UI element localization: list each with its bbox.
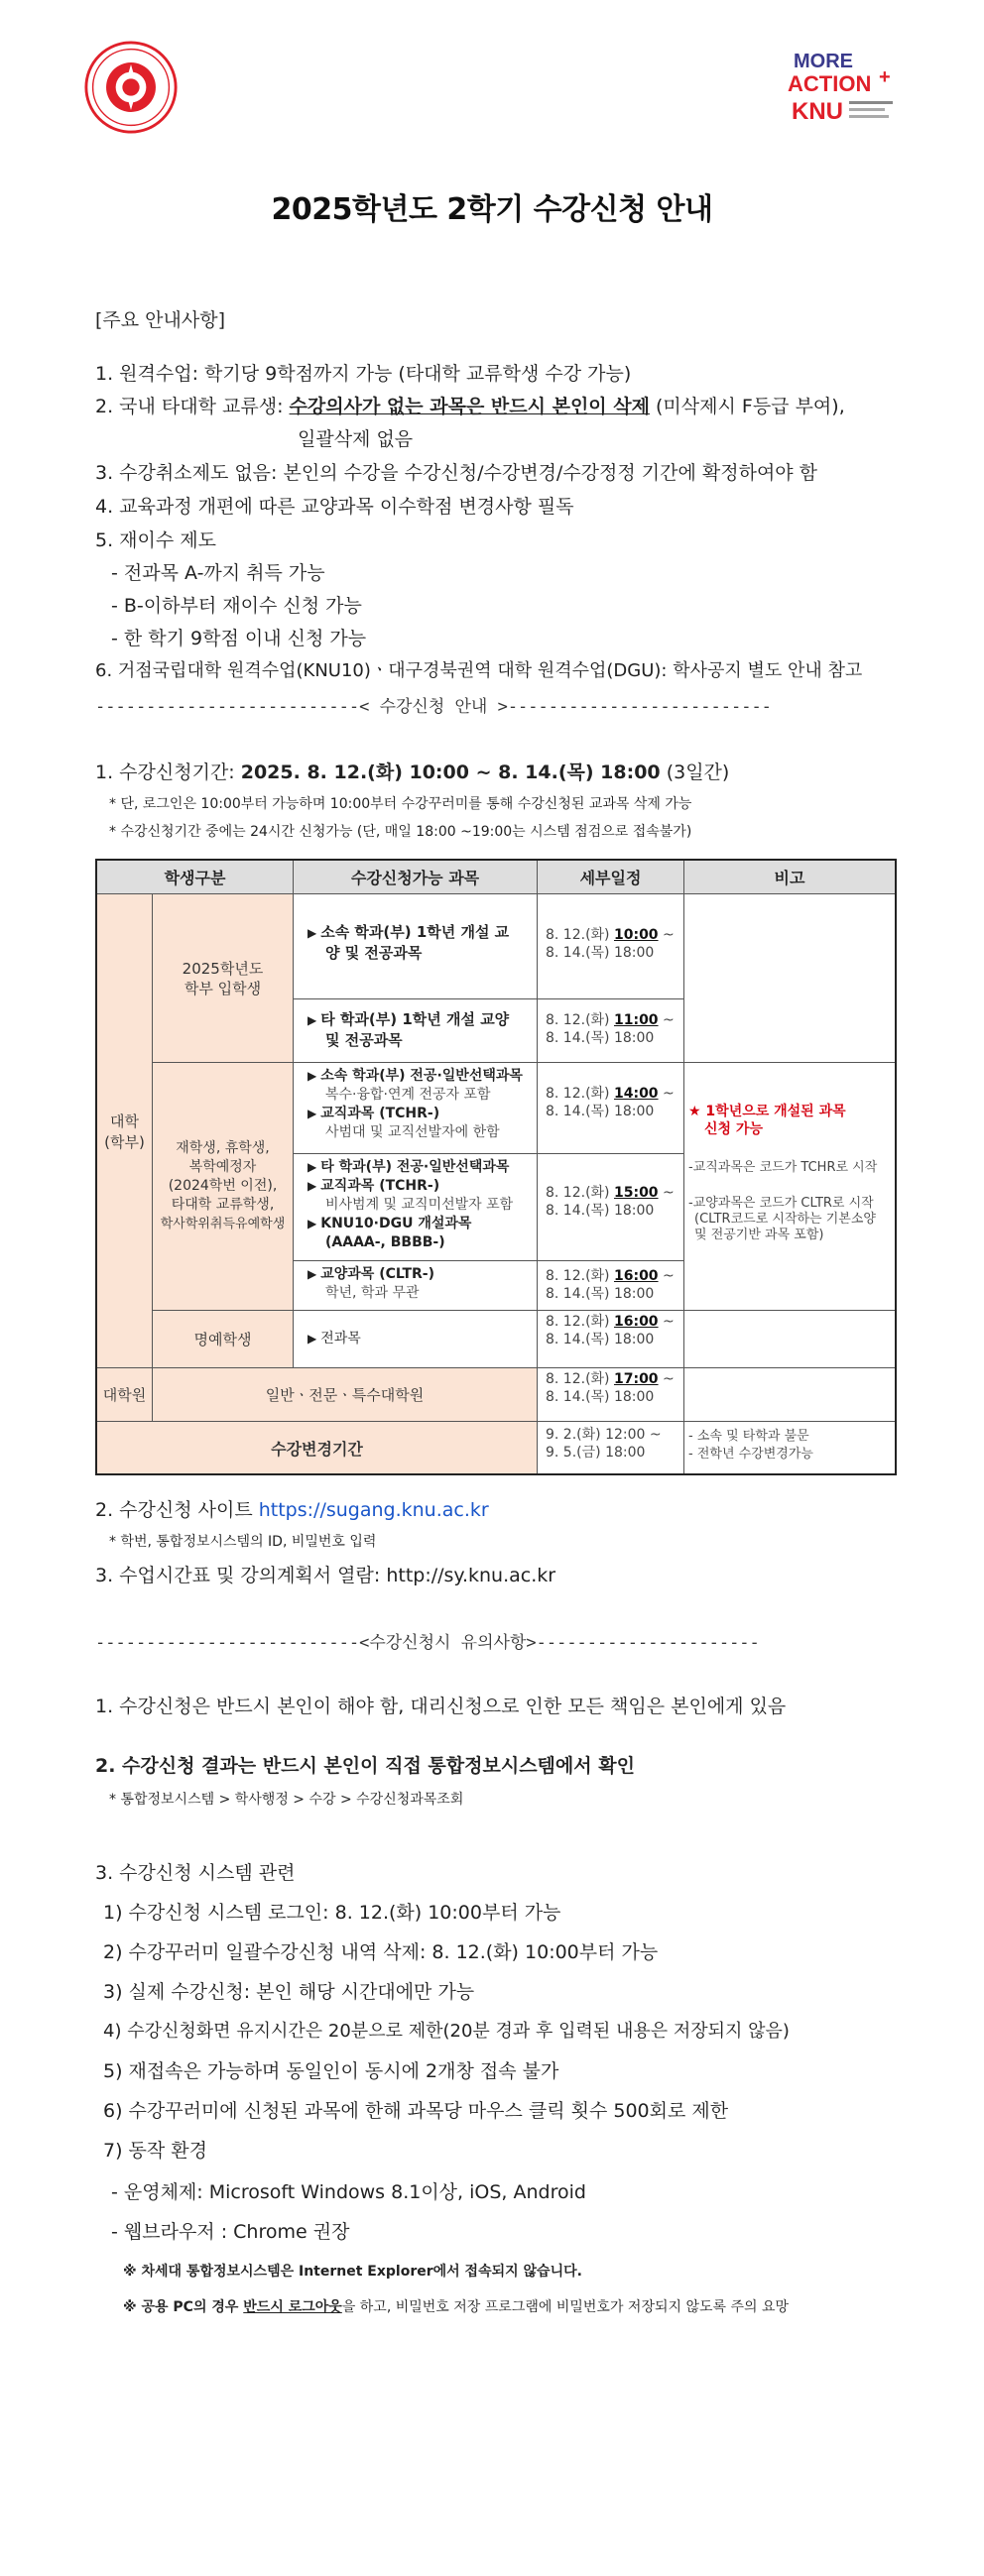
grad-label: 대학원 <box>97 1368 153 1422</box>
enr-row2-schedule: 8. 12.(화) 15:00 ~ 8. 14.(목) 18:00 <box>538 1154 684 1261</box>
honor-subject-text: 전과목 <box>320 1331 361 1347</box>
header-schedule: 세부일정 <box>538 861 684 894</box>
group-undergrad <box>97 894 153 1368</box>
enr-row3-schedule: 8. 12.(화) 16:00 ~ 8. 14.(목) 18:00 <box>538 1261 684 1311</box>
timetable-line: 3. 수업시간표 및 강의계획서 열람: http://sy.knu.ac.kr <box>95 1565 556 1586</box>
env-browser: - 웹브라우저 : Chrome 권장 <box>111 2221 350 2243</box>
sugang-site-link[interactable]: https://sugang.knu.ac.kr <box>258 1499 489 1521</box>
honor-start: 8. 12.(화) <box>546 1314 614 1330</box>
enr-row3-start-time: 16:00 <box>613 1268 659 1284</box>
triangle-bullet-icon: ▶ <box>308 1013 317 1027</box>
period-note-1: * 단, 로그인은 10:00부터 가능하며 10:00부터 수강꾸러미를 통해 수강신청된 교과목 삭제 가능 <box>109 796 692 812</box>
fresh-row1-subject <box>294 894 538 999</box>
note-item-2-suffix: (미삭제시 F등급 부여), <box>649 396 845 417</box>
university-seal-icon <box>83 40 179 135</box>
warning-ie: ※ 차세대 통합정보시스템은 Internet Explorer에서 접속되지 않습니다. <box>123 2264 582 2280</box>
period-prefix: 1. 수강신청기간: <box>95 761 241 783</box>
enr-row1-s1-sub: 복수·융합·연계 전공자 포함 <box>325 1087 491 1103</box>
svg-text:KNU: KNU <box>792 98 843 125</box>
svg-text:ACTION: ACTION <box>788 71 872 96</box>
section-divider-cautions: --------------------------<수강신청시 유의사항>---------------------- <box>95 1633 760 1653</box>
fresh-row1-start-time: 10:00 <box>613 927 659 943</box>
enrolled-line5: 학사학위취득유예학생 <box>160 1217 286 1231</box>
note-item-2-continuation: 일괄삭제 없음 <box>298 428 414 450</box>
caution-1: 1. 수강신청은 반드시 본인이 해야 함, 대리신청으로 인한 모든 책임은 본인에게 있음 <box>95 1696 787 1717</box>
enr-remark <box>684 1063 895 1311</box>
site-note: * 학번, 통합정보시스템의 ID, 비밀번호 입력 <box>109 1534 377 1550</box>
enr-row1-s1: 소속 학과(부) 전공·일반선택과목 <box>320 1068 523 1084</box>
change-period-schedule <box>538 1422 684 1473</box>
period-dates: 2025. 8. 12.(화) 10:00 ~ 8. 14.(목) 18:00 <box>240 761 661 783</box>
header-student-type: 학생구분 <box>97 861 294 894</box>
fresh-remark <box>684 894 895 1063</box>
enrolled-line1: 재학생, 휴학생, <box>176 1140 270 1156</box>
enr-row2-s3: KNU10·DGU 개설과목 <box>320 1216 472 1231</box>
enrolled-label <box>153 1063 294 1311</box>
note-item-1: 1. 원격수업: 학기당 9학점까지 가능 (타대학 교류학생 수강 가능) <box>95 363 632 385</box>
fresh-row2-subject <box>294 999 538 1063</box>
triangle-bullet-icon: ▶ <box>308 1069 317 1083</box>
honor-start-time: 16:00 <box>613 1314 659 1330</box>
enr-row3-start: 8. 12.(화) <box>546 1268 614 1284</box>
change-period-label: 수강변경기간 <box>97 1422 538 1473</box>
triangle-bullet-icon: ▶ <box>308 1160 317 1174</box>
fresh-row2-end: 8. 14.(목) 18:00 <box>546 1030 655 1046</box>
fresh-row2-start: 8. 12.(화) <box>546 1012 614 1028</box>
triangle-bullet-icon: ▶ <box>308 1107 317 1120</box>
more-action-knu-logo <box>784 44 913 131</box>
enr-remark-star2: 신청 가능 <box>704 1121 763 1137</box>
enrolled-line2: 복학예정자 <box>188 1159 257 1175</box>
enrolled-line4: 타대학 교류학생, <box>171 1197 275 1213</box>
group-undergrad-line1: 대학 <box>110 1112 139 1130</box>
change-start: 9. 2.(화) 12:00 ~ <box>546 1427 662 1443</box>
note-item-2-prefix: 2. 국내 타대학 교류생: <box>95 396 290 417</box>
enr-row1-s2: 교직과목 (TCHR-) <box>320 1106 440 1121</box>
caution-2-note: * 통합정보시스템 > 학사행정 > 수강 > 수강신청과목조회 <box>109 1792 464 1808</box>
enr-row3-end: 8. 14.(목) 18:00 <box>546 1286 655 1302</box>
grad-remark <box>684 1368 895 1422</box>
warning-public-pc-b: 반드시 로그아웃 <box>243 2299 342 2315</box>
triangle-bullet-icon: ▶ <box>308 1179 317 1193</box>
warning-public-pc <box>123 2296 789 2316</box>
svg-text:MORE: MORE <box>794 51 853 72</box>
fresh-row2-subject-text2: 및 전공과목 <box>325 1031 403 1049</box>
enr-row1-subject <box>294 1063 538 1154</box>
note-item-6: 6. 거점국립대학 원격수업(KNU10)ㆍ대구경북권역 대학 원격수업(DGU): 학사공지 별도 안내 참고 <box>95 660 863 681</box>
fresh-row1-subject-line1 <box>308 922 531 943</box>
enr-row1-start-time: 14:00 <box>613 1086 659 1102</box>
period-note-2: * 수강신청기간 중에는 24시간 신청가능 (단, 매일 18:00 ~19:00는 시스템 점검으로 접속불가) <box>109 824 692 840</box>
enr-row2-s2-sub: 비사범계 및 교직미선발자 포함 <box>325 1197 514 1213</box>
period-suffix: (3일간) <box>660 761 730 783</box>
fresh-row2-schedule: 8. 12.(화) 11:00 ~ 8. 14.(목) 18:00 <box>538 999 684 1063</box>
note-item-3: 3. 수강취소제도 없음: 본인의 수강을 수강신청/수강변경/수강정정 기간에 확정하여야 함 <box>95 462 818 484</box>
freshman-label <box>153 894 294 1063</box>
group-undergrad-line2: (학부) <box>104 1132 145 1151</box>
freshman-line2: 학부 입학생 <box>184 979 262 997</box>
triangle-bullet-icon: ▶ <box>308 926 317 940</box>
site-prefix: 2. 수강신청 사이트 <box>95 1499 259 1521</box>
enr-row2-subject <box>294 1154 538 1261</box>
note-item-5b: - B-이하부터 재이수 신청 가능 <box>111 595 362 617</box>
fresh-row1-subject-text1: 소속 학과(부) 1학년 개설 교 <box>320 923 510 941</box>
note-item-5: 5. 재이수 제도 <box>95 529 216 551</box>
change-end: 9. 5.(금) 18:00 <box>546 1445 646 1461</box>
system-item-1: 1) 수강신청 시스템 로그인: 8. 12.(화) 10:00부터 가능 <box>103 1902 561 1924</box>
honor-remark <box>684 1311 895 1368</box>
warning-public-pc-c: 을 하고, 비밀번호 저장 프로그램에 비밀번호가 저장되지 않도록 주의 요망 <box>341 2299 790 2315</box>
main-notes-heading: [주요 안내사항] <box>95 309 225 331</box>
system-item-2: 2) 수강꾸러미 일괄수강신청 내역 삭제: 8. 12.(화) 10:00부터 가능 <box>103 1941 659 1963</box>
note-item-5c: - 한 학기 9학점 이내 신청 가능 <box>111 628 367 649</box>
enr-row2-end: 8. 14.(목) 18:00 <box>546 1203 655 1219</box>
honor-subject <box>294 1311 538 1368</box>
honor-end: 8. 14.(목) 18:00 <box>546 1332 655 1347</box>
schedule-table <box>95 859 897 1475</box>
grad-desc: 일반ㆍ전문ㆍ특수대학원 <box>153 1368 538 1422</box>
system-item-3: 3) 실제 수강신청: 본인 해당 시간대에만 가능 <box>103 1981 475 2003</box>
system-item-5: 5) 재접속은 가능하며 동일인이 동시에 2개창 접속 불가 <box>103 2060 559 2082</box>
enr-row3-s1-sub: 학년, 학과 무관 <box>325 1285 420 1301</box>
system-item-4: 4) 수강신청화면 유지시간은 20분으로 제한(20분 경과 후 입력된 내용은 저장되지 않음) <box>103 2021 790 2042</box>
note-item-5a: - 전과목 A-까지 취득 가능 <box>111 562 325 584</box>
fresh-row1-subject-text2: 양 및 전공과목 <box>325 944 423 962</box>
enr-remark-cltr-note2: 및 전공기반 과목 포함) <box>694 1228 824 1242</box>
system-item-6: 6) 수강꾸러미에 신청된 과목에 한해 과목당 마우스 클릭 횟수 500회로 제한 <box>103 2100 729 2122</box>
caution-3: 3. 수강신청 시스템 관련 <box>95 1862 296 1884</box>
enrolled-line3: (2024학번 이전), <box>168 1178 278 1194</box>
registration-period <box>95 758 729 784</box>
note-item-2 <box>95 392 845 418</box>
enr-row2-start-time: 15:00 <box>613 1185 659 1201</box>
header-subjects: 수강신청가능 과목 <box>294 861 538 894</box>
enr-row2-s1: 타 학과(부) 전공·일반선택과목 <box>320 1159 510 1175</box>
fresh-row1-schedule: 8. 12.(화) 10:00 ~ 8. 14.(목) 18:00 <box>538 894 684 999</box>
page-title: 2025학년도 2학기 수강신청 안내 <box>271 192 713 227</box>
note-item-2-emphasis: 수강의사가 없는 과목은 반드시 본인이 삭제 <box>289 396 650 417</box>
fresh-row1-end: 8. 14.(목) 18:00 <box>546 945 655 961</box>
enr-row3-subject <box>294 1261 538 1311</box>
site-line <box>95 1495 489 1522</box>
enr-row2-s3-sub: (AAAA-, BBBB-) <box>325 1234 445 1250</box>
fresh-row1-start: 8. 12.(화) <box>546 927 614 943</box>
enr-row3-s1: 교양과목 (CLTR-) <box>320 1266 435 1282</box>
section-divider-registration: --------------------------< 수강신청 안내 >-------------------------- <box>95 697 772 717</box>
freshman-line1: 2025학년도 <box>182 959 264 978</box>
grad-start-time: 17:00 <box>613 1371 659 1387</box>
header-remarks: 비고 <box>684 861 895 894</box>
env-os: - 운영체제: Microsoft Windows 8.1이상, iOS, Android <box>111 2181 586 2203</box>
caution-2: 2. 수강신청 결과는 반드시 본인이 직접 통합정보시스템에서 확인 <box>95 1755 635 1777</box>
honor-schedule: 8. 12.(화) 16:00 ~ 8. 14.(목) 18:00 <box>538 1311 684 1368</box>
change-period-remark <box>684 1422 895 1473</box>
enr-remark-cltr: -교양과목은 코드가 CLTR로 시작 <box>688 1196 874 1211</box>
enr-row1-start: 8. 12.(화) <box>546 1086 614 1102</box>
change-remark1: - 소속 및 타학과 불문 <box>688 1429 809 1444</box>
grad-end: 8. 14.(목) 18:00 <box>546 1389 655 1405</box>
grad-start: 8. 12.(화) <box>546 1371 614 1387</box>
system-item-7: 7) 동작 환경 <box>103 2140 207 2162</box>
fresh-row2-subject-text1: 타 학과(부) 1학년 개설 교양 <box>320 1010 510 1028</box>
triangle-bullet-icon: ▶ <box>308 1217 317 1230</box>
note-item-4: 4. 교육과정 개편에 따른 교양과목 이수학점 변경사항 필독 <box>95 496 574 518</box>
fresh-row2-start-time: 11:00 <box>613 1012 659 1028</box>
triangle-bullet-icon: ▶ <box>308 1267 317 1281</box>
enr-row1-s2-sub: 사범대 및 교직선발자에 한함 <box>325 1124 500 1140</box>
grad-schedule: 8. 12.(화) 17:00 ~ 8. 14.(목) 18:00 <box>538 1368 684 1422</box>
warning-public-pc-a: ※ 공용 PC의 경우 <box>123 2299 244 2315</box>
svg-text:+: + <box>879 66 891 88</box>
enr-remark-cltr-note1: (CLTR코드로 시작하는 기본소양 <box>694 1212 876 1227</box>
triangle-bullet-icon: ▶ <box>308 1332 317 1346</box>
enr-row1-end: 8. 14.(목) 18:00 <box>546 1104 655 1119</box>
enr-row2-s2: 교직과목 (TCHR-) <box>320 1178 440 1194</box>
enr-row2-start: 8. 12.(화) <box>546 1185 614 1201</box>
enr-remark-tchr: -교직과목은 코드가 TCHR로 시작 <box>688 1160 878 1175</box>
enr-row1-schedule: 8. 12.(화) 14:00 ~ 8. 14.(목) 18:00 <box>538 1063 684 1154</box>
change-remark2: - 전학년 수강변경가능 <box>688 1447 813 1462</box>
honor-label: 명예학생 <box>153 1311 294 1368</box>
enr-remark-star: ★ 1학년으로 개설된 과목 <box>688 1104 846 1119</box>
